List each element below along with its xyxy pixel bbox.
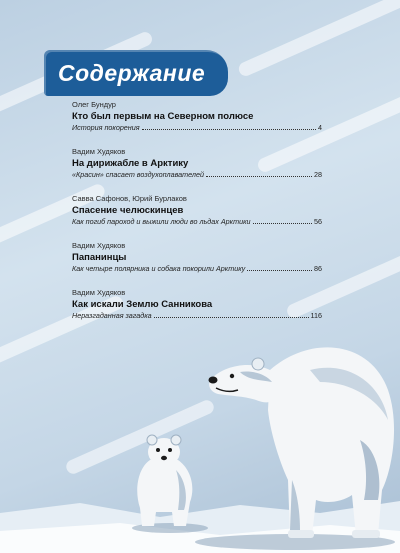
toc-leader-dots	[247, 270, 312, 271]
toc-subtitle: Как четыре полярника и собака покорили Арктику	[72, 264, 246, 273]
table-of-contents	[72, 100, 322, 335]
toc-entry[interactable]	[72, 194, 322, 227]
toc-page-number: 4	[318, 123, 322, 132]
toc-author: Олег Бундур	[72, 100, 116, 109]
toc-subtitle: Как погиб пароход и выжили люди во льдах Арктики	[72, 217, 251, 226]
toc-subline	[72, 311, 322, 321]
toc-subline	[72, 264, 322, 274]
toc-leader-dots	[253, 223, 312, 224]
toc-subline	[72, 123, 322, 133]
toc-title: На дирижабле в Арктику	[72, 158, 189, 169]
toc-leader-dots	[154, 317, 309, 318]
toc-page-number: 116	[310, 311, 322, 320]
toc-entry[interactable]	[72, 241, 322, 274]
title-banner	[44, 50, 228, 96]
toc-entry[interactable]	[72, 147, 322, 180]
bear-cub	[137, 435, 192, 526]
toc-subtitle: Неразгаданная загадка	[72, 311, 152, 320]
toc-title: Папанинцы	[72, 252, 127, 263]
adult-bear	[209, 347, 395, 538]
polar-bear-illustration	[120, 330, 400, 553]
toc-subtitle: «Красин» спасает воздухоплавателей	[72, 170, 204, 179]
toc-title: Спасение челюскинцев	[72, 205, 184, 216]
toc-subtitle: История покорения	[72, 123, 140, 132]
toc-leader-dots	[142, 129, 316, 130]
toc-author: Вадим Худяков	[72, 241, 126, 250]
toc-entry[interactable]	[72, 288, 322, 321]
toc-author: Савва Сафонов, Юрий Бурлаков	[72, 194, 187, 203]
toc-title: Как искали Землю Санникова	[72, 299, 213, 310]
toc-leader-dots	[206, 176, 312, 177]
toc-page-number: 56	[314, 217, 322, 226]
toc-subline	[72, 170, 322, 180]
background-streak	[237, 0, 400, 78]
toc-subline	[72, 217, 322, 227]
toc-title: Кто был первым на Северном полюсе	[72, 111, 254, 122]
toc-page-number: 28	[314, 170, 322, 179]
toc-author: Вадим Худяков	[72, 288, 126, 297]
toc-page-number: 86	[314, 264, 322, 273]
page-title: Содержание	[58, 60, 206, 86]
toc-author: Вадим Худяков	[72, 147, 126, 156]
toc-entry[interactable]	[72, 100, 322, 133]
